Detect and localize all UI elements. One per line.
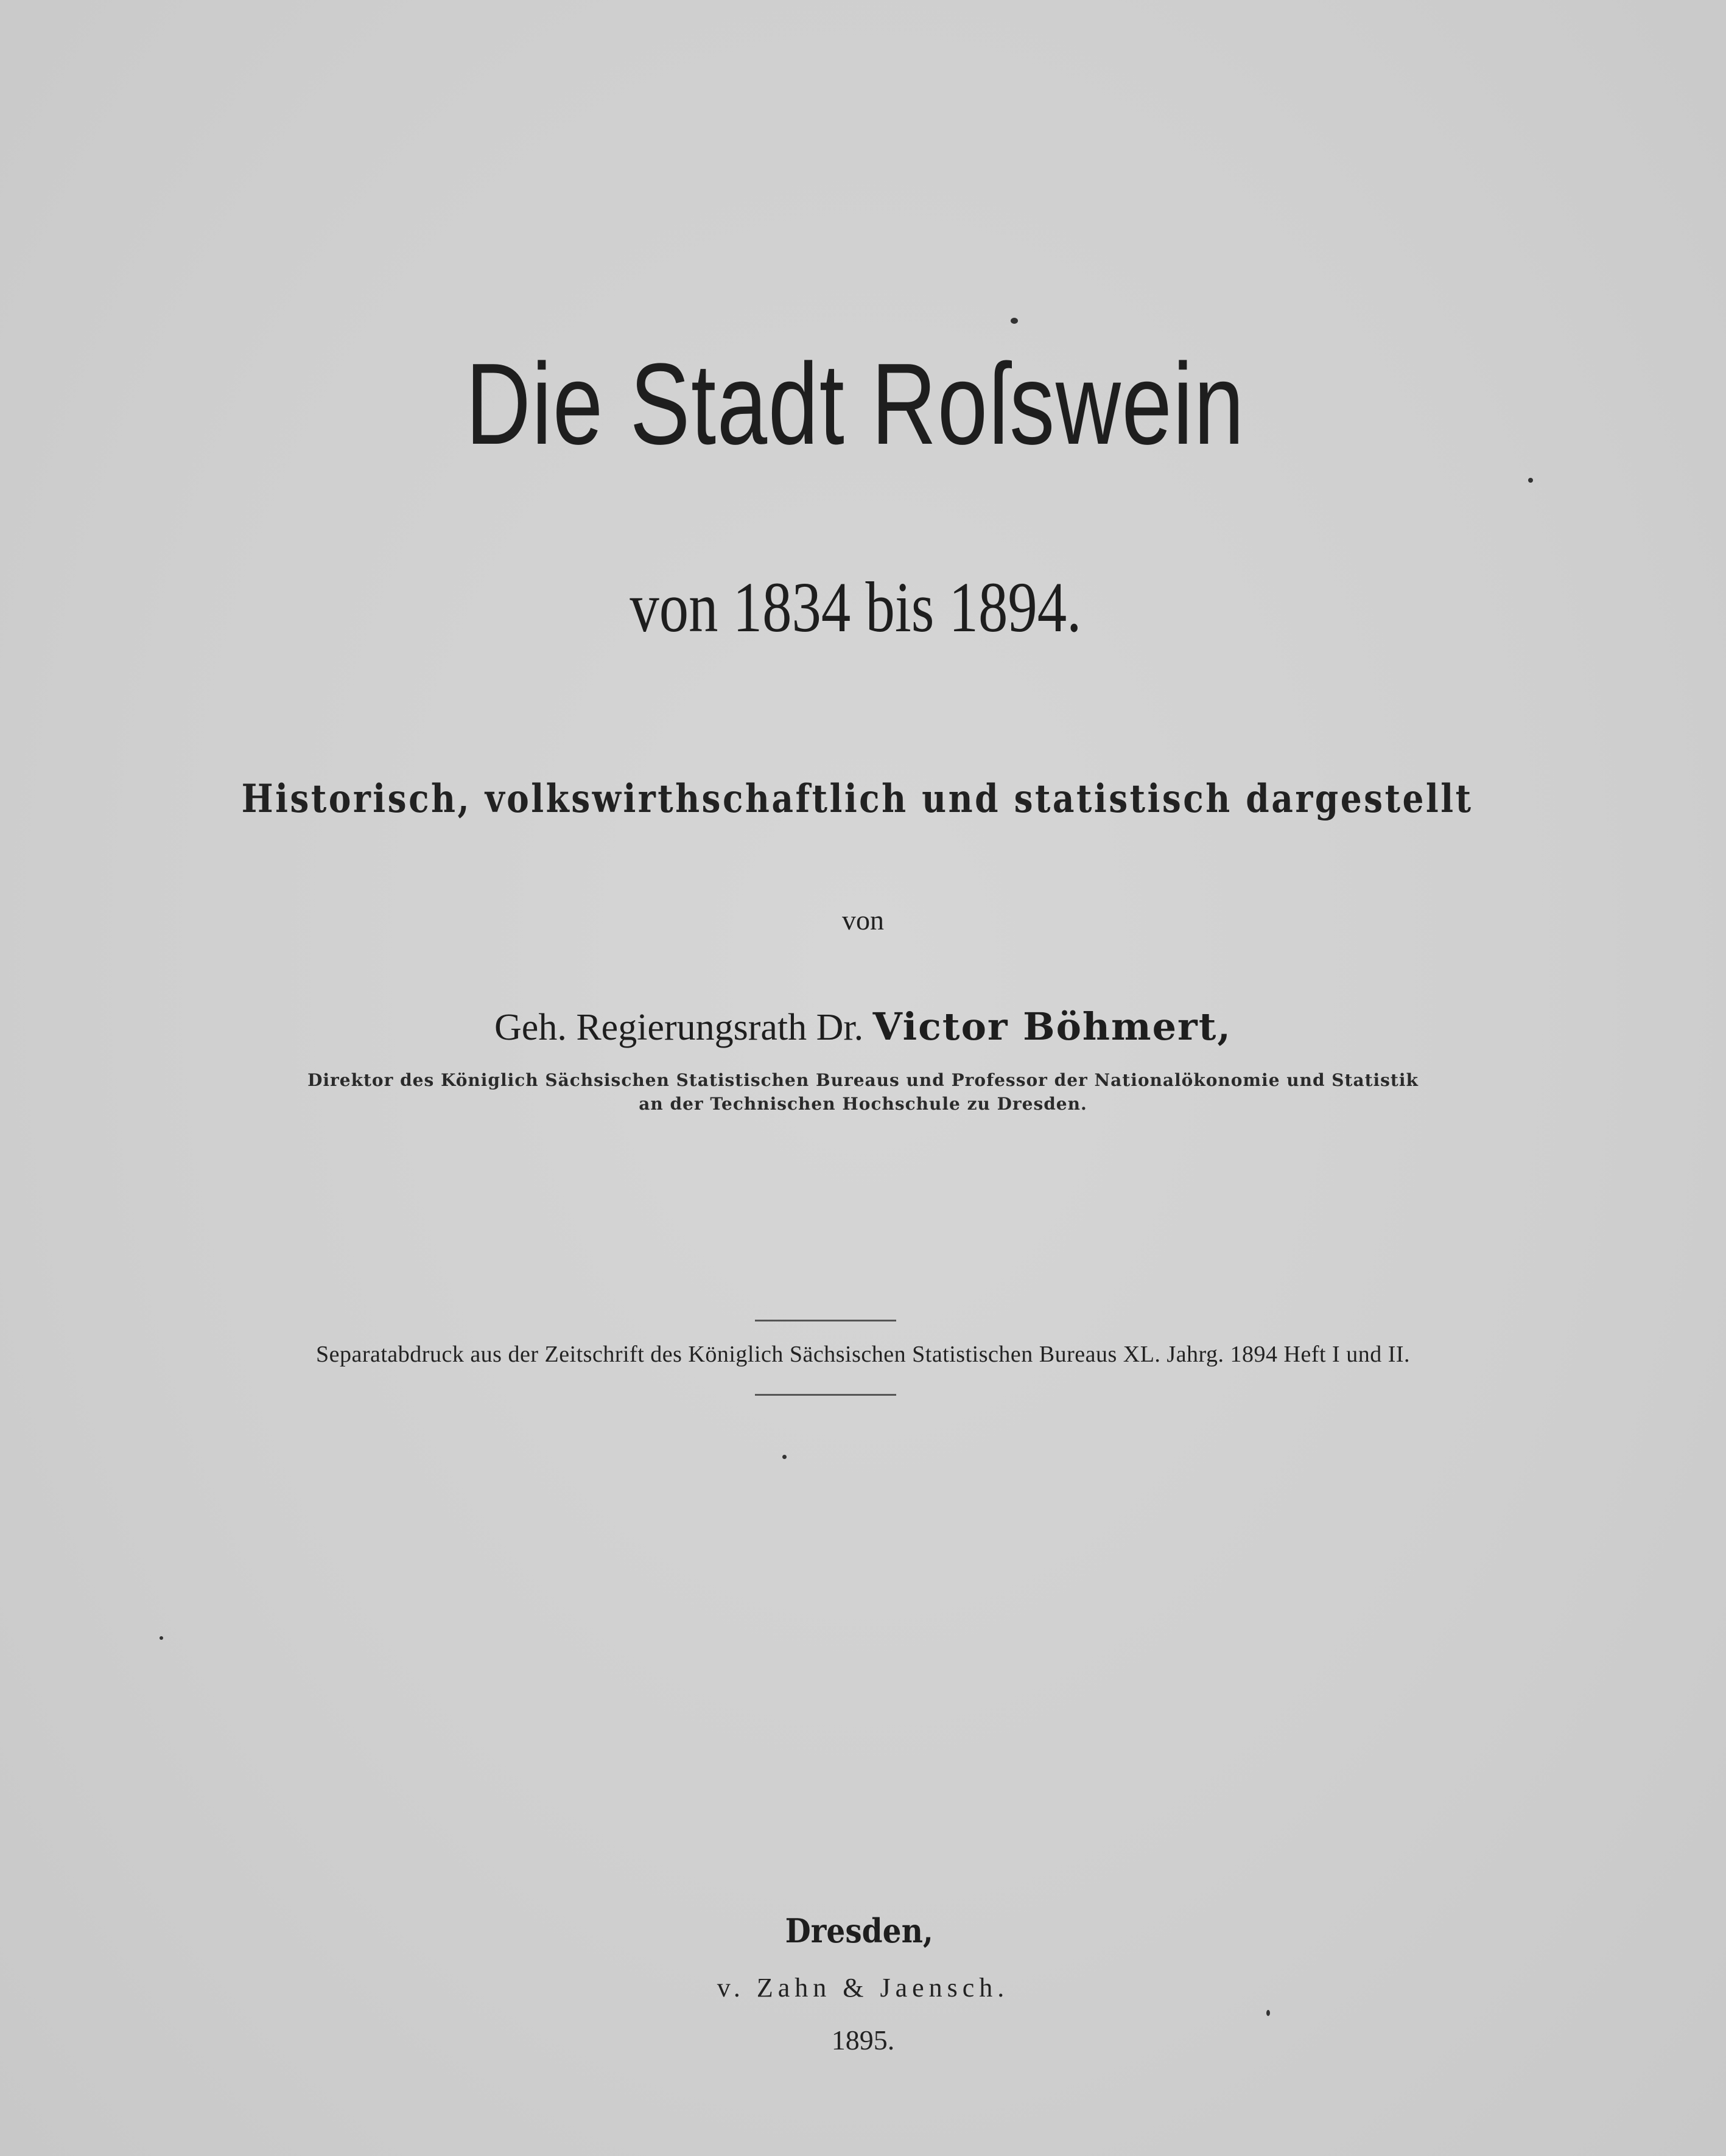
divider-top: [755, 1320, 896, 1321]
author-prefix: Geh. Regierungsrath Dr.: [494, 1007, 864, 1048]
separatabdruck-note: Separatabdruck aus der Zeitschrift des Königlich Sächsischen Statistischen Bureaus XL. Jahrg. 1894 Heft I und II.: [315, 1342, 1411, 1367]
scan-speck: [1528, 478, 1533, 483]
imprint-publisher: v. Zahn & Jaensch.: [717, 1973, 1009, 2003]
by-word: von: [842, 905, 884, 936]
author-line: [0, 1004, 1726, 1049]
author-affiliation-line-2: an der Technischen Hochschule zu Dresden.: [639, 1094, 1087, 1114]
scan-speck: [782, 1455, 787, 1459]
imprint-city: Dresden,: [785, 1911, 933, 1950]
imprint-year: 1895.: [831, 2025, 895, 2056]
scan-speck: [1011, 318, 1018, 324]
scan-speck: [1266, 2010, 1270, 2016]
author-name: Victor Böhmert,: [872, 1004, 1232, 1049]
book-subtitle: Historisch, volkswirthschaftlich und statistisch dargestellt: [241, 776, 1473, 822]
author-affiliation-line-1: Direktor des Königlich Sächsischen Statistischen Bureaus und Professor der Nationalökonomie und Statistik: [307, 1070, 1419, 1090]
divider-bottom: [755, 1394, 896, 1396]
book-title: Die Stadt Roſswein: [465, 340, 1245, 469]
book-years: von 1834 bis 1894.: [630, 567, 1082, 647]
scan-speck: [160, 1636, 163, 1640]
